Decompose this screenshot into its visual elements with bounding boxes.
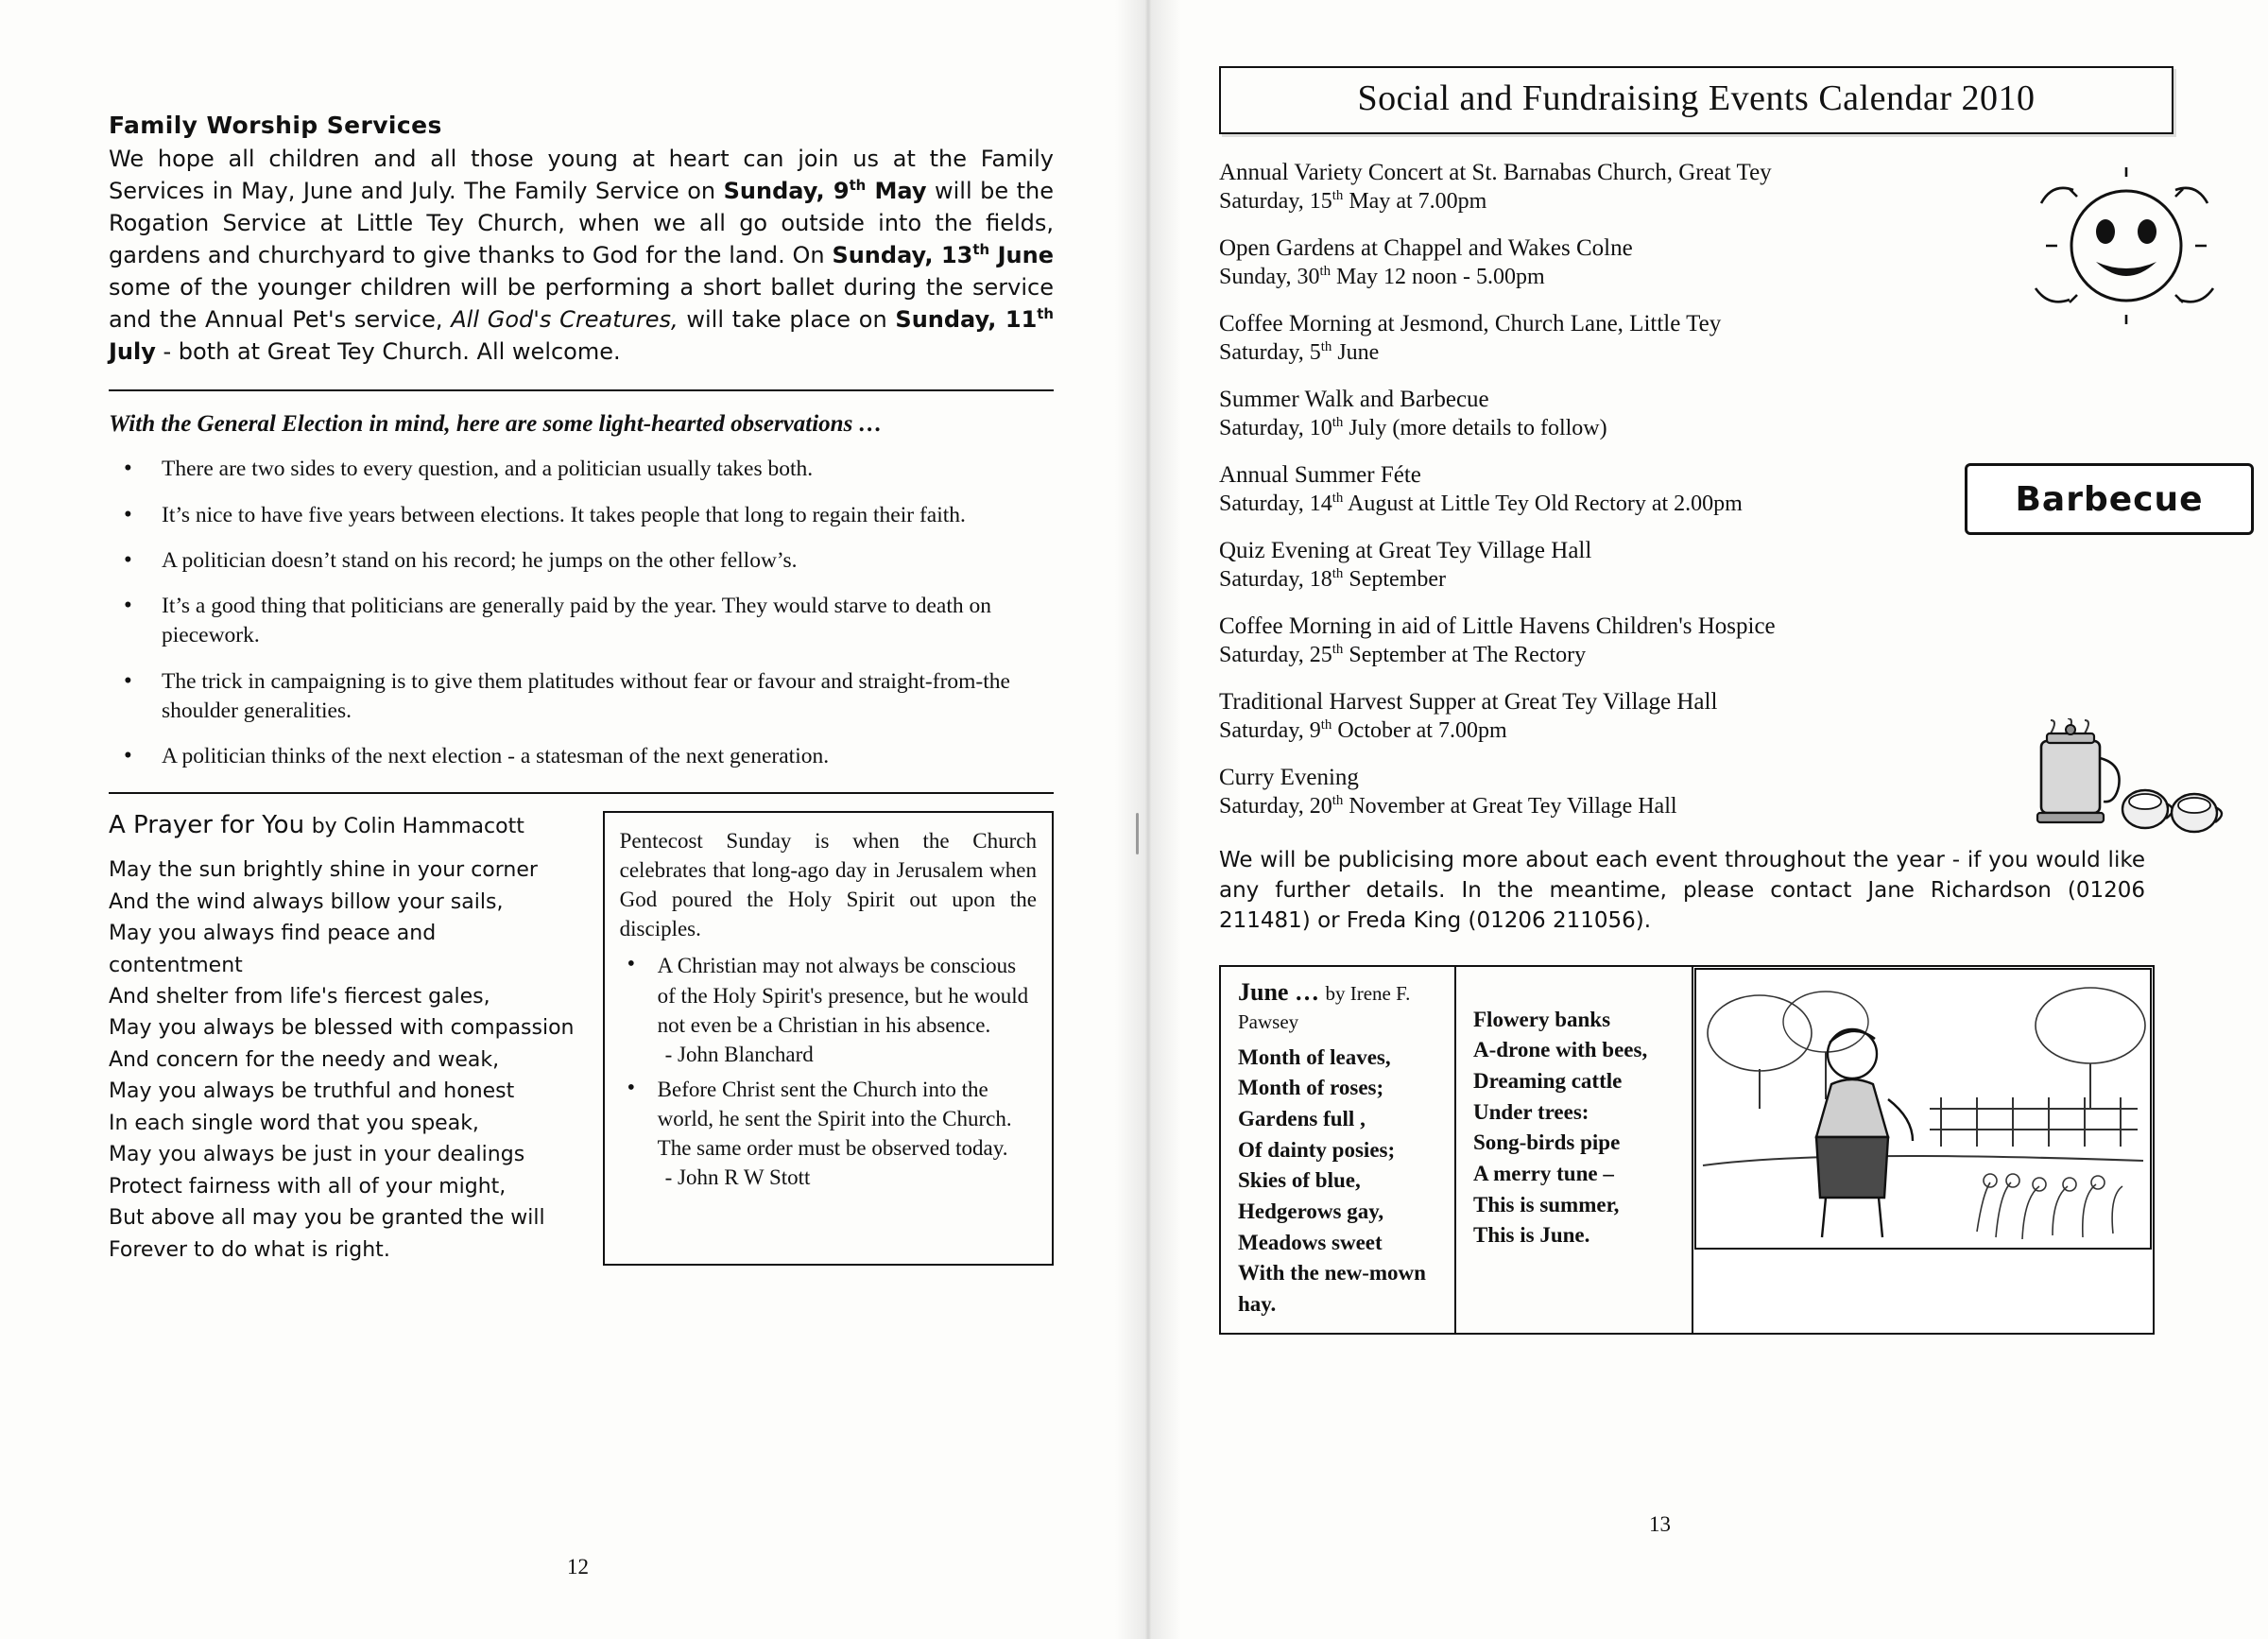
election-intro-text: With the General Election in mind, here are some light-hearted observations … — [109, 410, 883, 437]
prayer-line: Forever to do what is right. — [109, 1237, 390, 1262]
list-item: • There are two sides to every question, and a politician usually takes both. — [109, 455, 1054, 484]
event-name: Curry Evening — [1219, 765, 1359, 790]
family-worship-paragraph: We hope all children and all those young at heart can join us at the Family Services in May, June and July. The Family Service on Sunday, 9th May will be the Rogation Service at Little Tey Church, when we all go outside into the fields, gardens and churchyard to give thanks to God for the land. On Sunday, 13th June some of the younger children will be performing a short ballet during the service and the Annual Pet's service, All God's Creatures, will take place on Sunday, 11th July - both at Great Tey Church. All welcome. — [109, 146, 1055, 366]
prayer-line: But above all may you be granted the will — [109, 1206, 545, 1231]
prayer-and-pentecost-row — [109, 811, 1054, 1266]
june-poem-title: June … — [1238, 977, 1319, 1006]
prayer-line: And shelter from life's fiercest gales, — [109, 985, 490, 1009]
left-page-content — [109, 112, 1054, 1266]
event-name: Summer Walk and Barbecue — [1219, 387, 1489, 412]
event-name: Coffee Morning at Jesmond, Church Lane, Little Tey — [1219, 311, 1722, 336]
poem-line: Of dainty posies; — [1238, 1137, 1396, 1162]
family-worship-heading: Family Worship Services — [109, 112, 442, 139]
prayer-line: Protect fairness with all of your might, — [109, 1174, 507, 1199]
election-observations-list — [109, 455, 1054, 771]
pentecost-box — [603, 811, 1054, 1266]
prayer-title — [109, 811, 576, 839]
poem-line: Meadows sweet — [1238, 1230, 1383, 1254]
list-item: • A politician doesn’t stand on his record; he jumps on the other fellow’s. — [109, 546, 1054, 576]
publicity-note: We will be publicising more about each event throughout the year - if you would like any further details. In the meantime, please contact Jane Richardson (01206 211481) or Freda King (01206 211056). — [1219, 848, 2145, 934]
quote-text: A Christian may not always be conscious of the Holy Spirit's presence, but he would not even be a Christian in his absence. — [657, 954, 1029, 1037]
gardener-illustration — [1693, 967, 2153, 1334]
list-item: • The trick in campaigning is to give them platitudes without fear or favour and straight-from-the shoulder generalities. — [109, 667, 1054, 727]
pentecost-paragraph: Pentecost Sunday is when the Church celebrates that long-ago day in Jerusalem when God poured the Holy Spirit out upon the disciples. — [619, 829, 1037, 941]
coffee-pot-illustration — [2013, 718, 2230, 851]
event-item — [1219, 612, 2174, 669]
coffee-pot-icon — [2013, 718, 2230, 851]
prayer-line: And concern for the needy and weak, — [109, 1047, 500, 1072]
prayer-lines — [109, 854, 576, 1266]
event-when: Saturday, 20th November at Great Tey Village Hall — [1219, 793, 1677, 819]
poem-line: This is summer, — [1473, 1192, 1620, 1216]
quote-attribution: - John Blanchard — [664, 1042, 814, 1066]
event-when: Saturday, 15th May at 7.00pm — [1219, 188, 1487, 214]
poem-line: Month of roses; — [1238, 1076, 1384, 1100]
divider-rule-bottom — [109, 792, 1054, 794]
pentecost-quote-list — [620, 951, 1037, 1191]
event-name: Traditional Harvest Supper at Great Tey Village Hall — [1219, 689, 1718, 715]
prayer-line: May you always find peace and contentment — [109, 922, 437, 977]
poem-line: Gardens full , — [1238, 1106, 1366, 1130]
event-name: Annual Summer Féte — [1219, 462, 1421, 488]
calendar-title-box — [1219, 66, 2174, 134]
poem-line: Song-birds pipe — [1473, 1130, 1621, 1155]
event-when: Saturday, 18th September — [1219, 566, 1446, 592]
quote-attribution: - John R W Stott — [664, 1165, 811, 1189]
poem-line: Month of leaves, — [1238, 1044, 1391, 1069]
event-name: Annual Variety Concert at St. Barnabas Church, Great Tey — [1219, 160, 1772, 185]
event-when: Saturday, 9th October at 7.00pm — [1219, 717, 1507, 743]
june-poem-column-one — [1221, 967, 1456, 1334]
event-name: Coffee Morning in aid of Little Havens Children's Hospice — [1219, 613, 1776, 639]
poem-line: With the new-mown hay. — [1238, 1261, 1426, 1316]
event-when: Saturday, 14th August at Little Tey Old Rectory at 2.00pm — [1219, 491, 1743, 516]
event-when: Saturday, 10th July (more details to follow) — [1219, 415, 1607, 440]
page-number-right: 13 — [1649, 1512, 1671, 1536]
june-poem-box — [1219, 965, 2155, 1336]
gardener-scene-icon — [1693, 967, 2153, 1251]
prayer-line: May the sun brightly shine in your corner — [109, 858, 538, 883]
june-poem-column-two — [1456, 967, 1693, 1334]
family-worship-section — [109, 112, 1054, 369]
prayer-line: May you always be blessed with compassion — [109, 1016, 575, 1041]
prayer-section — [109, 811, 576, 1266]
quote-text: Before Christ sent the Church into the world, he sent the Spirit into the Church. The same order must be observed today. — [657, 1077, 1012, 1160]
prayer-title-author: by Colin Hammacott — [311, 815, 524, 839]
smiling-sun-illustration — [2013, 165, 2249, 336]
list-item: • A politician thinks of the next election - a statesman of the next generation. — [109, 742, 1054, 771]
barbecue-wordart: Barbecue — [1965, 463, 2254, 535]
prayer-line: May you always be truthful and honest — [109, 1079, 515, 1104]
poem-line: A merry tune – — [1473, 1161, 1614, 1185]
prayer-title-main: A Prayer for You — [109, 811, 305, 840]
event-item — [1219, 386, 2174, 442]
june-poem-heading — [1238, 978, 1439, 1035]
election-observations-section — [109, 408, 1054, 772]
event-name: Open Gardens at Chappel and Wakes Colne — [1219, 235, 1633, 261]
event-when: Saturday, 25th September at The Rectory — [1219, 642, 1587, 667]
event-when: Saturday, 5th June — [1219, 339, 1380, 365]
poem-line: Dreaming cattle — [1473, 1068, 1623, 1093]
poem-line: A-drone with bees, — [1473, 1038, 1648, 1062]
event-name: Quiz Evening at Great Tey Village Hall — [1219, 538, 1592, 563]
poem-line: Hedgerows gay, — [1238, 1199, 1384, 1223]
event-when: Sunday, 30th May 12 noon - 5.00pm — [1219, 264, 1545, 289]
prayer-line: In each single word that you speak, — [109, 1111, 479, 1135]
prayer-line: And the wind always billow your sails, — [109, 889, 504, 914]
poem-line: Flowery banks — [1473, 1007, 1611, 1031]
prayer-line: May you always be just in your dealings — [109, 1143, 525, 1167]
list-item: • It’s a good thing that politicians are generally paid by the year. They would starve to death on piecework. — [109, 592, 1054, 651]
divider-rule-top — [109, 389, 1054, 391]
gutter-binding-mark — [1136, 813, 1139, 854]
sun-face-icon — [2013, 165, 2249, 336]
page-title: Social and Fundraising Events Calendar 2010 — [1357, 78, 2036, 118]
list-item — [620, 951, 1037, 1068]
event-item — [1219, 537, 2174, 594]
poem-line: This is June. — [1473, 1223, 1590, 1248]
list-item — [620, 1075, 1037, 1192]
page-gutter-shadow — [1115, 0, 1181, 1639]
june-poem-author: by Irene F. Pawsey — [1238, 981, 1411, 1033]
poem-line: Skies of blue, — [1238, 1168, 1361, 1193]
poem-line: Under trees: — [1473, 1099, 1589, 1124]
list-item: • It’s nice to have five years between elections. It takes people that long to regain their faith. — [109, 501, 1054, 530]
page-number-left: 12 — [567, 1555, 589, 1579]
